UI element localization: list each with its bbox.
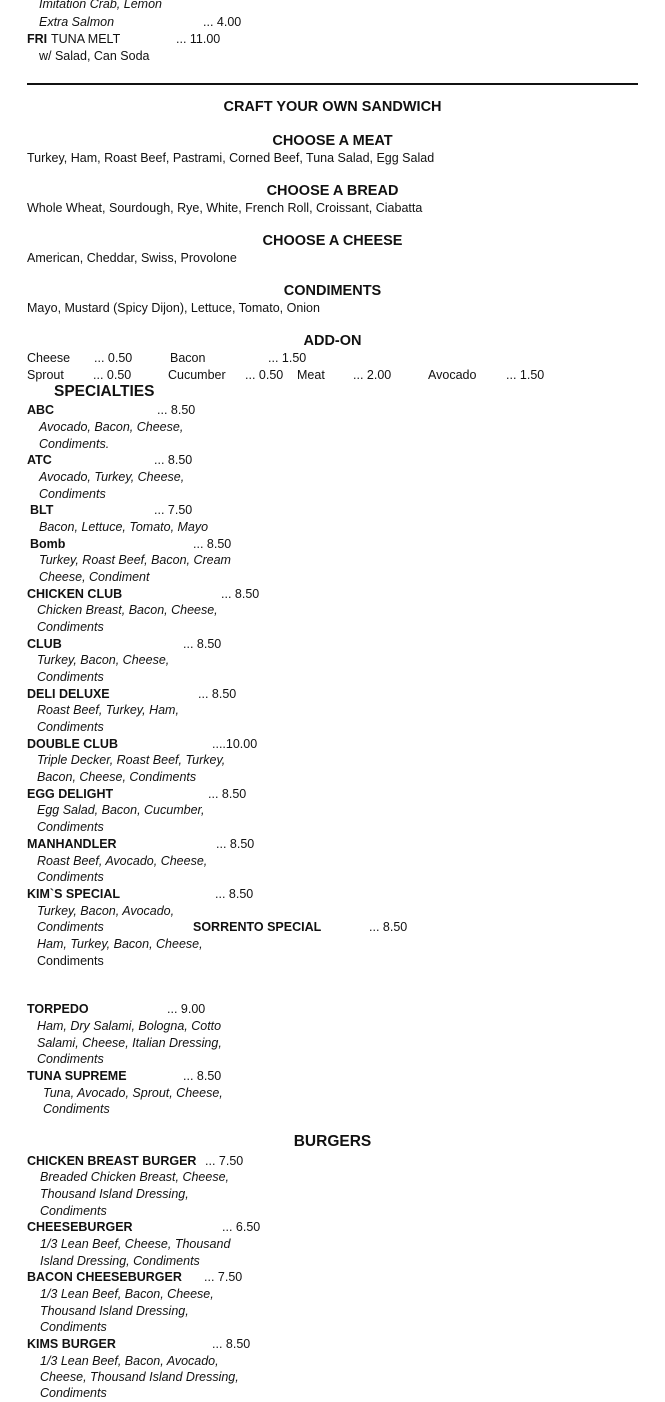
item-price: ... 8.50 [212, 1337, 251, 1351]
item-name: ATC [27, 453, 52, 467]
item-desc: Ham, Dry Salami, Bologna, Cotto [37, 1019, 222, 1033]
item-desc: Chicken Breast, Bacon, Cheese, [37, 603, 218, 617]
item-price: ... 8.50 [193, 537, 232, 551]
item-price: ... 7.50 [205, 1154, 244, 1168]
item-desc: Condiments [40, 1320, 107, 1334]
item-desc: Salami, Cheese, Italian Dressing, [37, 1036, 222, 1050]
item-desc: Ham, Turkey, Bacon, Cheese, [37, 937, 203, 951]
item-desc: Bacon, Lettuce, Tomato, Mayo [39, 520, 209, 534]
item-price: ... 8.50 [221, 587, 260, 601]
addon-price: ... 2.00 [353, 368, 392, 382]
burgers-title: BURGERS [293, 1133, 372, 1150]
item-desc: Condiments [37, 720, 104, 734]
condiments-list: Mayo, Mustard (Spicy Dijon), Lettuce, Tomato, Onion [27, 301, 320, 315]
addon-price: ... 1.50 [268, 351, 307, 365]
section-divider [27, 83, 638, 85]
specialties-title: SPECIALTIES [54, 383, 155, 400]
fri-item-desc: w/ Salad, Can Soda [39, 49, 150, 63]
addon-price: ... 1.50 [506, 368, 545, 382]
item-desc: Roast Beef, Avocado, Cheese, [37, 854, 208, 868]
addon-name: Bacon [170, 351, 206, 365]
item-desc: Condiments [37, 920, 104, 934]
extra-salmon-price: ... 4.00 [203, 15, 242, 29]
item-price: ... 7.50 [204, 1270, 243, 1284]
item-name: KIM`S SPECIAL [27, 887, 121, 901]
bread-title: CHOOSE A BREAD [266, 183, 399, 199]
item-desc: Condiments [37, 1052, 104, 1066]
fri-day-label: FRI [27, 32, 48, 46]
item-price: ... 8.50 [154, 453, 193, 467]
cheese-title: CHOOSE A CHEESE [262, 233, 403, 249]
item-price: ... 9.00 [167, 1002, 206, 1016]
item-desc: Avocado, Bacon, Cheese, [39, 420, 184, 434]
item-price: ... 8.50 [157, 403, 196, 417]
item-desc: 1/3 Lean Beef, Cheese, Thousand [40, 1237, 231, 1251]
item-desc: Condiments [37, 670, 104, 684]
item-name: TUNA SUPREME [27, 1069, 127, 1083]
item-name: CHICKEN BREAST BURGER [27, 1154, 197, 1168]
extra-salmon-label: Extra Salmon [39, 15, 115, 29]
item-price: ... 8.50 [215, 887, 254, 901]
item-desc: Condiments [40, 1204, 107, 1218]
item-price: ... 8.50 [183, 1069, 222, 1083]
condiments-title: CONDIMENTS [283, 283, 382, 299]
item-desc: Condiments. [39, 437, 110, 451]
fri-item-name: TUNA MELT [51, 32, 121, 46]
item-desc: 1/3 Lean Beef, Bacon, Cheese, [40, 1287, 214, 1301]
item-price: ... 8.50 [216, 837, 255, 851]
item-price: ... 7.50 [154, 503, 193, 517]
item-desc: Turkey, Bacon, Cheese, [37, 653, 170, 667]
item-name: CHICKEN CLUB [27, 587, 123, 601]
item-price: ....10.00 [212, 737, 258, 751]
item-desc: Cheese, Thousand Island Dressing, [40, 1370, 239, 1384]
item-desc: Condiments [40, 1386, 107, 1400]
item-name: CLUB [27, 637, 62, 651]
cheese-list: American, Cheddar, Swiss, Provolone [27, 251, 237, 265]
item-desc: Thousand Island Dressing, [40, 1187, 189, 1201]
craft-title: CRAFT YOUR OWN SANDWICH [223, 99, 442, 115]
addon-price: ... 0.50 [245, 368, 284, 382]
item-desc: Breaded Chicken Breast, Cheese, [40, 1170, 229, 1184]
item-price: ... 8.50 [183, 637, 222, 651]
addon-name: Sprout [27, 368, 64, 382]
addon-name: Cheese [27, 351, 71, 365]
addon-price: ... 0.50 [93, 368, 132, 382]
item-price: ... 8.50 [198, 687, 237, 701]
item-desc: Condiments [39, 487, 106, 501]
top-desc-line: Imitation Crab, Lemon [39, 0, 162, 11]
item-price: ... 8.50 [369, 920, 408, 934]
addon-price: ... 0.50 [94, 351, 133, 365]
item-desc: Avocado, Turkey, Cheese, [39, 470, 185, 484]
addon-name: Meat [297, 368, 325, 382]
item-name: SORRENTO SPECIAL [193, 920, 322, 934]
item-desc: Thousand Island Dressing, [40, 1304, 189, 1318]
item-desc: Condiments [43, 1102, 110, 1116]
item-desc: Condiments [37, 954, 104, 968]
addon-title: ADD-ON [303, 333, 362, 349]
meat-list: Turkey, Ham, Roast Beef, Pastrami, Corned Beef, Tuna Salad, Egg Salad [27, 151, 435, 165]
item-desc: Cheese, Condiment [39, 570, 150, 584]
addon-name: Cucumber [168, 368, 226, 382]
item-name: ABC [27, 403, 55, 417]
bread-list: Whole Wheat, Sourdough, Rye, White, French Roll, Croissant, Ciabatta [27, 201, 423, 215]
item-desc: Tuna, Avocado, Sprout, Cheese, [43, 1086, 223, 1100]
item-desc: Roast Beef, Turkey, Ham, [37, 703, 179, 717]
item-price: ... 8.50 [208, 787, 247, 801]
item-desc: Condiments [37, 820, 104, 834]
item-desc: Bacon, Cheese, Condiments [37, 770, 197, 784]
item-desc: Egg Salad, Bacon, Cucumber, [37, 803, 205, 817]
item-name: Bomb [30, 537, 66, 551]
meat-title: CHOOSE A MEAT [272, 133, 393, 149]
item-name: KIMS BURGER [27, 1337, 116, 1351]
item-desc: Island Dressing, Condiments [40, 1254, 200, 1268]
item-name: TORPEDO [27, 1002, 89, 1016]
addon-name: Avocado [428, 368, 477, 382]
item-desc: Turkey, Bacon, Avocado, [37, 904, 175, 918]
fri-item-price: ... 11.00 [176, 32, 221, 46]
item-desc: Turkey, Roast Beef, Bacon, Cream [39, 553, 231, 567]
item-name: CHEESEBURGER [27, 1220, 133, 1234]
item-name: EGG DELIGHT [27, 787, 114, 801]
item-desc: Condiments [37, 870, 104, 884]
item-desc: 1/3 Lean Beef, Bacon, Avocado, [40, 1354, 219, 1368]
item-name: DELI DELUXE [27, 687, 110, 701]
item-name: MANHANDLER [27, 837, 117, 851]
item-name: BLT [30, 503, 54, 517]
item-desc: Triple Decker, Roast Beef, Turkey, [37, 753, 226, 767]
item-desc: Condiments [37, 620, 104, 634]
item-price: ... 6.50 [222, 1220, 261, 1234]
item-name: DOUBLE CLUB [27, 737, 118, 751]
item-name: BACON CHEESEBURGER [27, 1270, 182, 1284]
